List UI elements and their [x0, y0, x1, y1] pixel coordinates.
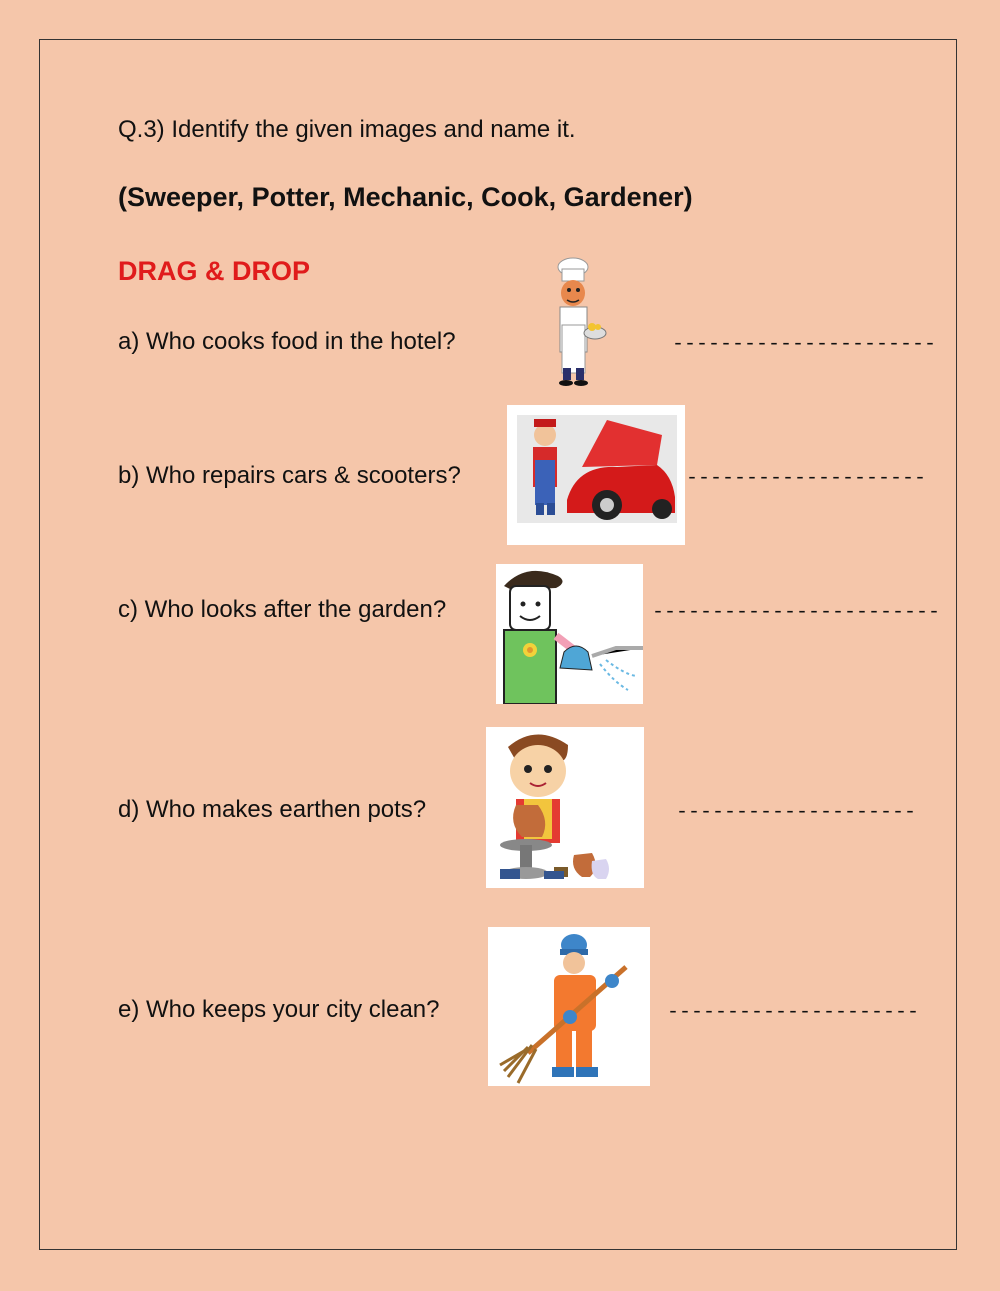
question-d: d) Who makes earthen pots?	[118, 796, 427, 823]
potter-image[interactable]	[486, 727, 644, 888]
question-b: b) Who repairs cars & scooters?	[118, 462, 461, 489]
answer-blank-a[interactable]: ----------------------	[672, 333, 937, 356]
sweeper-image[interactable]	[488, 927, 650, 1086]
cook-image[interactable]	[548, 255, 618, 390]
mechanic-image[interactable]	[507, 405, 685, 545]
gardener-image[interactable]	[496, 564, 643, 704]
answer-blank-c[interactable]: ------------------------	[652, 601, 941, 624]
answer-options: (Sweeper, Potter, Mechanic, Cook, Gardener)	[118, 182, 693, 212]
question-title: Q.3) Identify the given images and name it.	[118, 116, 576, 143]
question-a: a) Who cooks food in the hotel?	[118, 328, 456, 355]
question-c: c) Who looks after the garden?	[118, 596, 447, 623]
drag-drop-label: DRAG & DROP	[118, 256, 311, 286]
answer-blank-e[interactable]: ---------------------	[667, 1001, 920, 1024]
question-e: e) Who keeps your city clean?	[118, 996, 440, 1023]
answer-blank-b[interactable]: --------------------	[686, 467, 927, 490]
answer-blank-d[interactable]: --------------------	[676, 801, 917, 824]
